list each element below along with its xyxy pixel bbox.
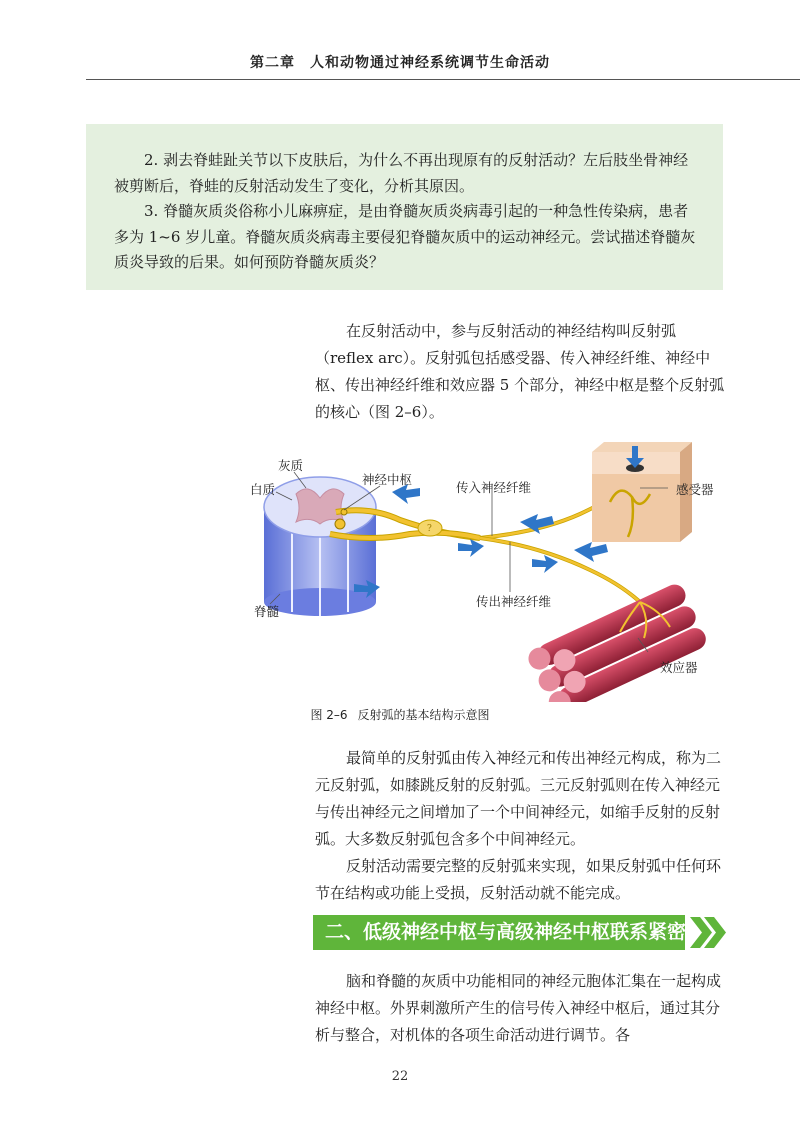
muscle-bundle [525, 581, 710, 702]
spinal-cord [264, 477, 376, 616]
running-header: 第二章 人和动物通过神经系统调节生命活动 [250, 55, 550, 71]
label-effector: 效应器 [660, 660, 698, 675]
page-number: 22 [391, 1069, 409, 1084]
section-heading: 二、低级神经中枢与高级神经中枢联系紧密 [325, 921, 687, 943]
header-rule [86, 79, 800, 80]
paragraph-complete-arc: 反射活动需要完整的反射弧来实现，如果反射弧中任何环节在结构或功能上受损，反射活动就不能完成。 [315, 857, 722, 902]
label-gray-matter: 灰质 [278, 458, 304, 473]
label-afferent-fiber: 传入神经纤维 [456, 480, 532, 495]
label-nerve-center: 神经中枢 [362, 472, 413, 487]
paragraph-nerve-center: 脑和脊髓的灰质中功能相同的神经元胞体汇集在一起构成神经中枢。外界刺激所产生的信号传入神经中枢后，通过其分析与整合，对机体的各项生命活动进行调节。各 [315, 972, 722, 1044]
direction-arrows [354, 484, 608, 598]
reflex-arc-figure [240, 442, 740, 702]
double-chevron-icon [688, 915, 728, 950]
paragraph-simple-arc: 最简单的反射弧由传入神经元和传出神经元构成，称为二元反射弧，如膝跳反射的反射弧。三元反射弧则在传入神经元与传出神经元之间增加了一个中间神经元，如缩手反射的反射弧。大多数反射弧包含多个中间神经元。 [315, 749, 722, 848]
label-white-matter: 白质 [250, 482, 276, 497]
label-spinal-cord: 脊髓 [254, 604, 280, 619]
questions-box [86, 124, 723, 290]
question-2: 2. 剥去脊蛙趾关节以下皮肤后，为什么不再出现原有的反射活动？左后肢坐骨神经被剪断后，脊蛙的反射活动发生了变化，分析其原因。 [114, 151, 689, 195]
figure-caption [0, 706, 800, 723]
label-receptor: 感受器 [676, 482, 714, 497]
caption-text: 反射弧的基本结构示意图 [357, 708, 490, 722]
question-3: 3. 脊髓灰质炎俗称小儿麻痹症，是由脊髓灰质炎病毒引起的一种急性传染病，患者多为 1~6 岁儿童。脊髓灰质炎病毒主要侵犯脊髓灰质中的运动神经元。尝试描述脊髓灰质炎导致的后果。如何预防脊髓灰质炎？ [114, 202, 696, 271]
paragraph-reflex-arc: 在反射活动中，参与反射活动的神经结构叫反射弧（reflex arc）。反射弧包括感受器、传入神经纤维、神经中枢、传出神经纤维和效应器 5 个部分，神经中枢是整个反射弧的核心（图 2–6）。 [315, 322, 725, 421]
label-efferent-fiber: 传出神经纤维 [476, 594, 552, 609]
svg-text:?: ? [427, 524, 432, 534]
caption-number: 图 2–6 [310, 708, 348, 722]
